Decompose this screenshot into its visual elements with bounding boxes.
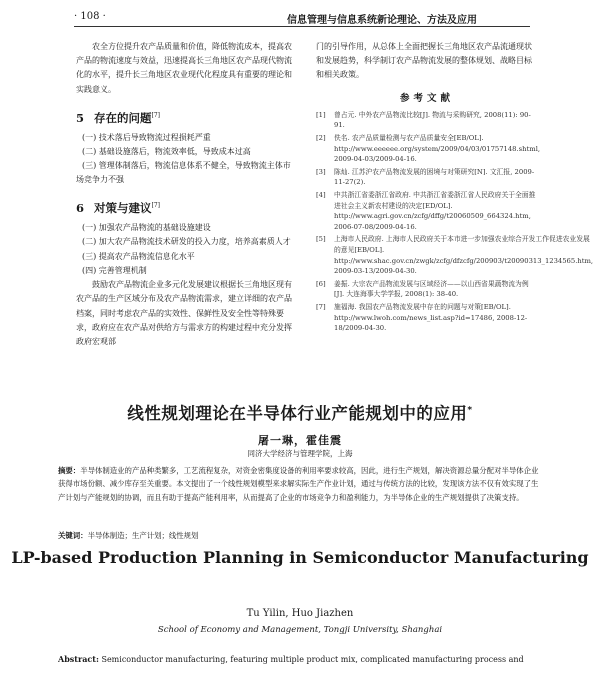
reference-number: [6] <box>316 279 326 288</box>
list-item: (二) 基础设施落后，物流效率低，导致成本过高 <box>82 146 251 156</box>
reference-text: 佚名. 农产品质量检测与农产品质量安全[EB/OL]. http://www.eeeeee.org/system/2009/04/03/01757148.shtml, 2009-04-03/2009-04-16. <box>334 134 541 164</box>
continuation-paragraph: 门的引导作用，从总体上全面把握长三角地区农产品流通现状和发展趋势，科学制订农产品物流发展的整体规划、战略目标和相关政策。 <box>316 42 532 80</box>
reference-item <box>316 110 538 131</box>
reference-text: 姜振. 大宗农产品物流发展与区域经济——以山西省果蔬物流为例[J]. 大连海事大学学报, 2008(1): 38-40. <box>334 279 529 299</box>
chinese-abstract: 摘要：半导体制造业的产品种类繁多，工艺流程复杂，对资金密集度设备的利用率要求较高，因此，进行生产规划，解决资源总量分配对半导体企业获得市场份额、减少库存至关重要。本文提出了一个线性规划模型来求解实际生产作业计划，通过与传统方法的比较，发现该方法不仅有效实现了生产计划与产能规划的协调，而且有助于提高产能利用率，从而提高了企业的市场竞争力和盈利能力，为半导体企业的生产规划提供了决策支持。 <box>58 466 539 502</box>
chinese-article-title: 线性规划理论在半导体行业产能规划中的应用* <box>127 404 473 423</box>
section-6-heading: 6 对策与建议[7] <box>76 201 160 216</box>
section-6-paragraph: 鼓励农产品物流企业多元化发展建议根据长三角地区现有农产品的生产区域分布及农产品物流需求，建立详细的农产品档案，同时考虑农产品的实效性、保鲜性及安全性等特殊要求，政府应在农产品对供给方与需求方的构建过程中充分发挥政府宏观部 <box>76 280 292 346</box>
left-column <box>76 40 298 349</box>
english-abstract: Abstract: Semiconductor manufacturing, featuring multiple product mix, complicated manufacturing process and <box>58 654 524 664</box>
list-item: (二) 加大农产品物流技术研发的投入力度，培养高素质人才 <box>82 237 291 247</box>
reference-item <box>316 279 538 300</box>
reference-number: [3] <box>316 167 326 176</box>
reference-text: 上海市人民政府. 上海市人民政府关于本市进一步加强农业综合开发工作促进农业发展的意见[EB/OL]. http://www.shac.gov.cn/zwgk/zcfg/dfzcfg/200903/t20090313_1234565.htm, 2009-03-13/2009-04-30. <box>334 235 594 276</box>
section-5-heading: 5 存在的问题[7] <box>76 110 160 125</box>
chinese-affiliation: 同济大学经济与管理学院，上海 <box>247 449 353 458</box>
english-affiliation: School of Economy and Management, Tongji University, Shanghai <box>157 625 443 635</box>
reference-list <box>316 110 594 334</box>
list-item: (四) 完善管理机制 <box>82 265 147 275</box>
chinese-keywords: 关键词：半导体制造；生产计划；线性规划 <box>58 531 199 540</box>
references-heading: 参考文献 <box>399 92 454 104</box>
reference-text: 施福海. 我国农产品物流发展中存在的问题与对策[EB/OL]. http://www.lwoh.com/news_list.asp?id=17486, 2008-12-18/2009-04-30. <box>334 302 528 333</box>
reference-item <box>316 167 538 188</box>
list-item: (一) 技术落后导致物流过程损耗严重 <box>82 132 211 142</box>
reference-text: 曾占元. 中外农产品物流比较[J]. 物流与采购研究, 2008(11): 90-91. <box>334 110 531 130</box>
reference-item <box>316 133 541 165</box>
reference-item <box>316 190 538 232</box>
page-number: · 108 · <box>74 11 106 22</box>
reference-number: [1] <box>316 110 326 119</box>
right-column <box>316 40 594 336</box>
intro-paragraph: 农全方位提升农产品质量和价值，降低物流成本，提高农产品的物流速度与效益，迅速提高长三角地区农产品现代物流化的水平，提升长三角地区农业现代化程度具有重要的理论和实践意义。 <box>76 42 292 94</box>
reference-text: 陈灿. 江苏沪农产品物流发展的困境与对策研究[N]. 文汇报, 2009-11-27(2). <box>334 167 535 187</box>
english-article-title: LP-based Production Planning in Semiconductor Manufacturing <box>11 548 589 567</box>
reference-number: [4] <box>316 190 326 199</box>
journal-title: 信息管理与信息系统新论理论、方法及应用 <box>287 15 477 26</box>
reference-item <box>316 234 594 276</box>
list-item: (三) 提高农产品物流信息化水平 <box>82 251 195 261</box>
reference-number: [2] <box>316 134 326 142</box>
list-item: (一) 加强农产品物流的基础设施建设 <box>82 223 211 233</box>
reference-number: [7] <box>316 302 326 311</box>
reference-item <box>316 302 538 334</box>
running-header <box>74 10 530 27</box>
reference-number: [5] <box>316 235 326 244</box>
english-authors: Tu Yilin, Huo Jiazhen <box>246 608 354 619</box>
reference-text: 中共浙江省委浙江省政府. 中共浙江省委浙江省人民政府关于全面推进社会主义新农村建设的决定[ED/OL]. http://www.agri.gov.cn/zcfg/dffg/t20060509_664324.htm, 2006-07-08/2009-04-16. <box>334 190 536 231</box>
chinese-authors: 屠一琳，霍佳震 <box>258 434 342 447</box>
list-item: (三) 管理体制落后，物流信息体系不健全，导致物流主体市场竞争力不强 <box>76 161 291 185</box>
